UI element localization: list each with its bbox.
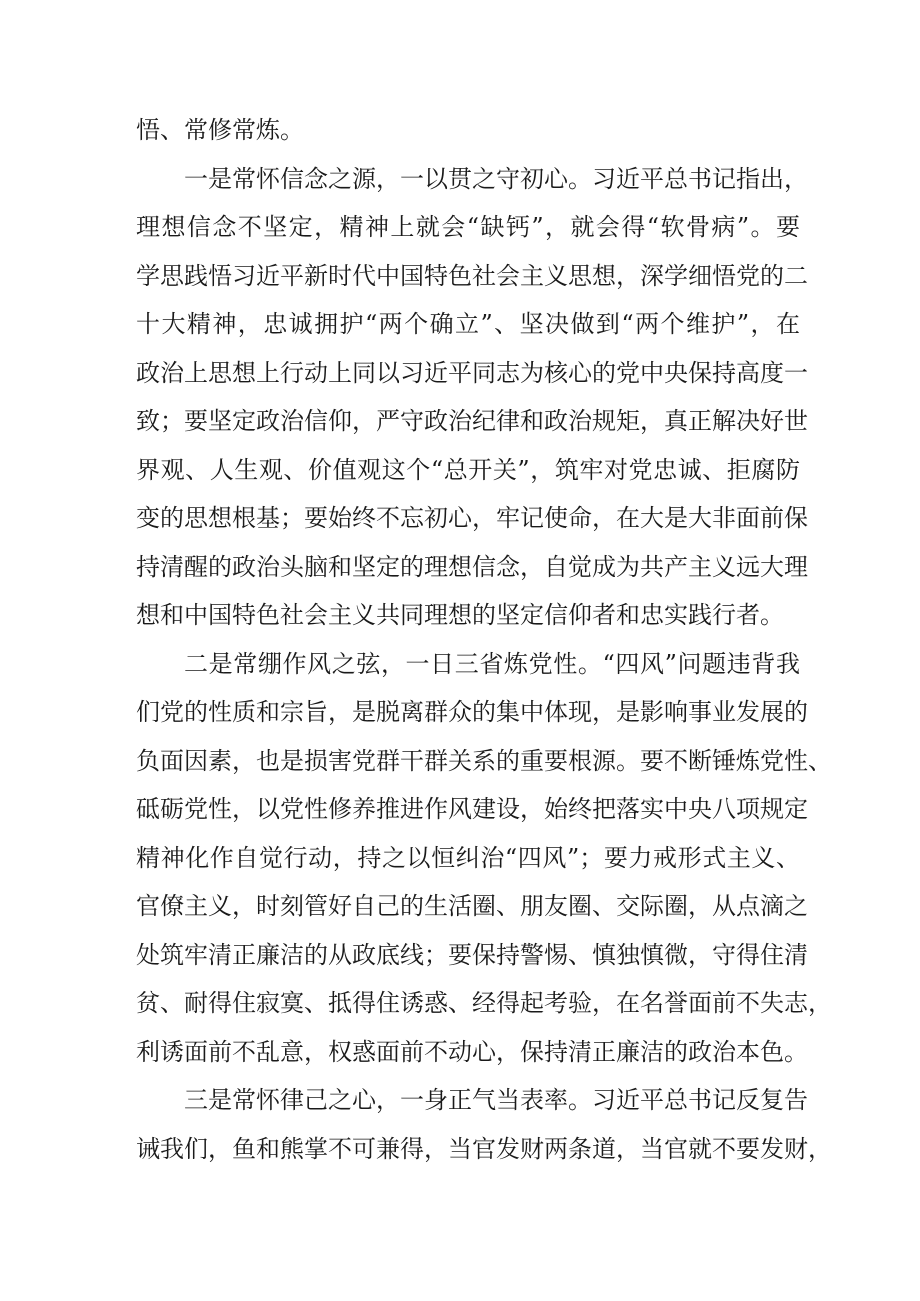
text-line: 利诱面前不乱意，权惑面前不动心，保持清正廉洁的政治本色。	[136, 1037, 808, 1066]
text-line: 精神化作自觉行动，持之以恒纠治“四风”；要力戒形式主义、	[136, 843, 800, 872]
text-line: 政治上思想上行动上同以习近平同志为核心的党中央保持高度一	[136, 358, 808, 387]
text-line: 悟、常修常炼。	[136, 116, 304, 144]
text-line: 三是常怀律己之心，一身正气当表率。习近平总书记反复告	[184, 1086, 808, 1114]
text-line: 负面因素，也是损害党群干群关系的重要根源。要不断锤炼党性、	[136, 746, 832, 775]
text-line: 致；要坚定政治信仰，严守政治纪律和政治规矩，真正解决好世	[136, 407, 808, 435]
text-line: 官僚主义，时刻管好自己的生活圈、朋友圈、交际圈，从点滴之	[136, 892, 808, 920]
text-line: 想和中国特色社会主义共同理想的坚定信仰者和忠实践行者。	[136, 601, 784, 629]
text-line: 界观、人生观、价值观这个“总开关”，筑牢对党忠诚、拒腐防	[136, 455, 800, 484]
text-line: 一是常怀信念之源，一以贯之守初心。习近平总书记指出，	[184, 164, 808, 193]
text-line: 诫我们，鱼和熊掌不可兼得，当官发财两条道，当官就不要发财，	[136, 1134, 832, 1163]
text-line: 持清醒的政治头脑和坚定的理想信念，自觉成为共产主义远大理	[136, 552, 808, 581]
text-line: 二是常绷作风之弦，一日三省炼党性。“四风”问题违背我	[184, 649, 800, 678]
text-line: 贫、耐得住寂寞、抵得住诱惑、经得起考验，在名誉面前不失志，	[136, 989, 832, 1017]
text-line: 们党的性质和宗旨，是脱离群众的集中体现，是影响事业发展的	[136, 698, 808, 726]
text-line: 学思践悟习近平新时代中国特色社会主义思想，深学细悟党的二	[136, 261, 808, 290]
text-line: 砥砺党性，以党性修养推进作风建设，始终把落实中央八项规定	[136, 795, 808, 823]
text-line: 十大精神，忠诚拥护“两个确立”、坚决做到“两个维护”，在	[136, 310, 800, 338]
body-text	[136, 106, 832, 1173]
text-line: 变的思想根基；要始终不忘初心，牢记使命，在大是大非面前保	[136, 504, 808, 532]
text-line: 处筑牢清正廉洁的从政底线；要保持警惕、慎独慎微，守得住清	[136, 940, 808, 969]
text-line: 理想信念不坚定，精神上就会“缺钙”，就会得“软骨病”。要	[136, 213, 800, 241]
